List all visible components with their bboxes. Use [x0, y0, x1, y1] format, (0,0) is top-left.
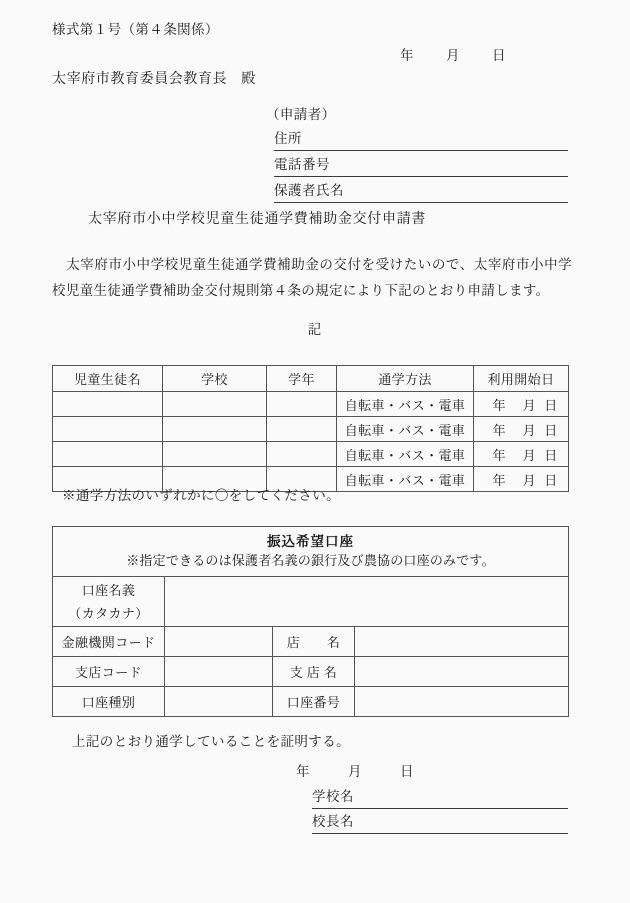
- applicant-field-address[interactable]: [274, 128, 568, 151]
- certification-field-principal-name[interactable]: [312, 811, 568, 834]
- bank-account-table: [52, 526, 569, 717]
- applicant-field-phone[interactable]: [274, 154, 568, 177]
- cell-commute-method[interactable]: 自転車・バス・電車: [337, 417, 474, 442]
- cell-grade[interactable]: [267, 392, 337, 417]
- submission-date-day: 日: [492, 48, 506, 63]
- addressee-line: [52, 68, 256, 88]
- table-header-row: [53, 366, 569, 392]
- applicant-field-phone-label: 電話番号: [274, 157, 330, 172]
- cell-commute-method[interactable]: 自転車・バス・電車: [337, 442, 474, 467]
- account-section-title: 振込希望口座: [267, 534, 354, 549]
- account-header-row: [53, 527, 569, 577]
- column-header-student-name: 児童生徒名: [53, 366, 163, 392]
- label-branch-code: 支店コード: [53, 657, 165, 687]
- submission-date-year: 年: [400, 48, 414, 63]
- value-account-holder[interactable]: [165, 577, 569, 627]
- cell-commute-method[interactable]: 自転車・バス・電車: [337, 392, 474, 417]
- cell-start-month: 月: [522, 472, 536, 488]
- label-branch-name: 支 店 名: [273, 657, 355, 687]
- value-account-type[interactable]: [165, 687, 273, 717]
- column-header-grade: 学年: [267, 366, 337, 392]
- body-paragraph: [52, 252, 572, 304]
- certification-field-school-name-label: 学校名: [312, 789, 354, 804]
- label-branch-store-name: 店 名: [273, 627, 355, 657]
- cell-start-year: 年: [492, 397, 506, 413]
- account-row: [53, 687, 569, 717]
- cell-start-day: 日: [544, 397, 558, 413]
- cell-student-name[interactable]: [53, 417, 163, 442]
- document-title: 太宰府市小中学校児童生徒通学費補助金交付申請書: [88, 212, 427, 227]
- cell-start-date[interactable]: [474, 467, 569, 492]
- applicant-block: [266, 103, 568, 203]
- certification-statement: 上記のとおり通学していることを証明する。: [72, 734, 350, 749]
- table-row: [53, 442, 569, 467]
- ki-marker: 記: [307, 322, 323, 337]
- cell-start-month: 月: [522, 422, 536, 438]
- applicant-field-address-label: 住所: [274, 131, 302, 146]
- label-account-holder-line2: （カタカナ）: [68, 605, 149, 621]
- cell-start-day: 日: [544, 422, 558, 438]
- label-account-holder-line1: 口座名義: [81, 582, 136, 598]
- cell-start-year: 年: [492, 447, 506, 463]
- certification-date-year: 年: [296, 764, 310, 779]
- table-row: [53, 417, 569, 442]
- cell-start-date[interactable]: [474, 442, 569, 467]
- addressee-name: 太宰府市教育委員会教育長: [52, 72, 228, 87]
- value-branch-code[interactable]: [165, 657, 273, 687]
- cell-start-year: 年: [492, 422, 506, 438]
- cell-commute-method[interactable]: 自転車・バス・電車: [337, 467, 474, 492]
- cell-grade[interactable]: [267, 442, 337, 467]
- applicant-heading: （申請者）: [266, 107, 336, 122]
- label-account-type: 口座種別: [53, 687, 165, 717]
- label-account-holder: [53, 577, 165, 627]
- certification-date-line: [296, 760, 414, 780]
- applicant-field-guardian-name-label: 保護者氏名: [274, 183, 344, 198]
- column-header-commute-method: 通学方法: [337, 366, 474, 392]
- account-row: [53, 627, 569, 657]
- account-header-cell: [53, 527, 569, 577]
- cell-start-month: 月: [522, 397, 536, 413]
- form-number: 様式第１号（第４条関係）: [52, 22, 219, 37]
- value-branch-name[interactable]: [355, 657, 569, 687]
- cell-start-date[interactable]: [474, 392, 569, 417]
- cell-grade[interactable]: [267, 417, 337, 442]
- certification-field-school-name[interactable]: [312, 786, 568, 809]
- cell-student-name[interactable]: [53, 442, 163, 467]
- certification-date-month: 月: [348, 764, 362, 779]
- value-branch-store-name[interactable]: [355, 627, 569, 657]
- cell-start-day: 日: [544, 472, 558, 488]
- certification-field-principal-name-label: 校長名: [312, 814, 354, 829]
- value-account-number[interactable]: [355, 687, 569, 717]
- submission-date-line: [400, 44, 506, 64]
- cell-start-date[interactable]: [474, 417, 569, 442]
- label-bank-code: 金融機関コード: [53, 627, 165, 657]
- certification-signature-block: [312, 784, 568, 834]
- account-row: [53, 657, 569, 687]
- account-holder-row: [53, 577, 569, 627]
- account-section-note: ※指定できるのは保護者名義の銀行及び農協の口座のみです。: [126, 553, 495, 568]
- label-account-number: 口座番号: [273, 687, 355, 717]
- student-commute-table: [52, 365, 569, 492]
- column-header-start-date: 利用開始日: [474, 366, 569, 392]
- addressee-honorific: 殿: [241, 72, 256, 87]
- cell-school[interactable]: [163, 442, 267, 467]
- value-bank-code[interactable]: [165, 627, 273, 657]
- commute-method-note: ※通学方法のいずれかに〇をしてください。: [62, 488, 340, 503]
- certification-date-day: 日: [400, 764, 414, 779]
- cell-school[interactable]: [163, 392, 267, 417]
- column-header-school: 学校: [163, 366, 267, 392]
- cell-start-year: 年: [492, 472, 506, 488]
- cell-student-name[interactable]: [53, 392, 163, 417]
- submission-date-month: 月: [446, 48, 460, 63]
- applicant-field-guardian-name[interactable]: [274, 180, 568, 203]
- cell-school[interactable]: [163, 417, 267, 442]
- cell-start-month: 月: [522, 447, 536, 463]
- body-paragraph-text: 太宰府市小中学校児童生徒通学費補助金の交付を受けたいので、太宰府市小中学校児童生徒通学費補助金交付規則第４条の規定により下記のとおり申請します。: [52, 257, 572, 298]
- table-row: [53, 392, 569, 417]
- cell-start-day: 日: [544, 447, 558, 463]
